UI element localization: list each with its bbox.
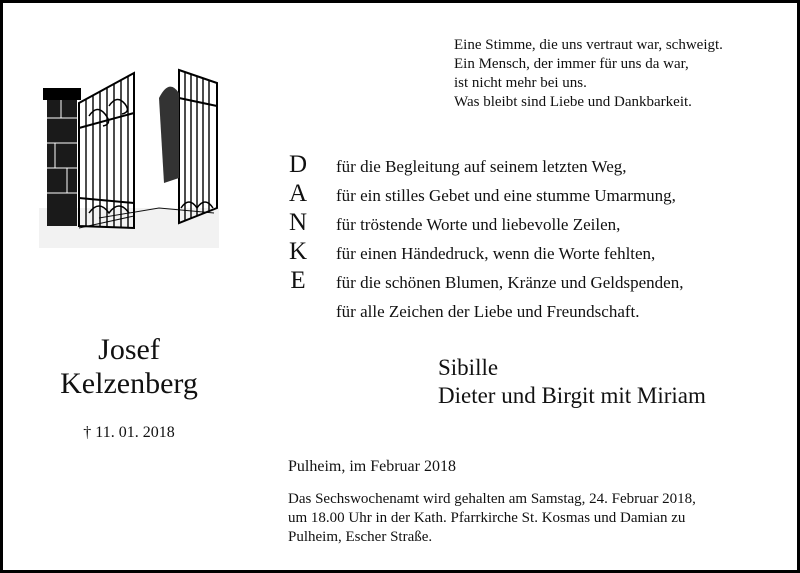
thanks-list [336, 155, 683, 329]
thanks-line: für die Begleitung auf seinem letzten Weg, [336, 157, 627, 176]
thanks-line: für ein stilles Gebet und eine stumme Umarmung, [336, 186, 676, 205]
notice-line: Das Sechswochenamt wird gehalten am Samstag, 24. Februar 2018, [288, 491, 696, 507]
family-signature [438, 354, 706, 410]
poem-line: ist nicht mehr bei uns. [454, 75, 587, 91]
danke-letter: D [288, 151, 308, 178]
mass-notice [288, 490, 773, 547]
thanks-line: für die schönen Blumen, Kränze und Geldspenden, [336, 273, 684, 292]
poem-line: Ein Mensch, der immer für uns da war, [454, 56, 689, 72]
open-gate-icon [39, 58, 219, 248]
death-date: † 11. 01. 2018 [83, 424, 175, 441]
thanks-line: für einen Händedruck, wenn die Worte fehlten, [336, 244, 656, 263]
place-date: Pulheim, im Februar 2018 [288, 458, 456, 475]
first-name: Josef [98, 333, 160, 366]
poem-line: Was bleibt sind Liebe und Dankbarkeit. [454, 94, 692, 110]
danke-acrostic [285, 150, 311, 295]
notice-line: um 18.00 Uhr in der Kath. Pfarrkirche St. Kosmas und Damian zu [288, 510, 686, 526]
notice-line: Pulheim, Escher Straße. [288, 529, 433, 545]
danke-letter: A [288, 180, 308, 207]
family-line: Dieter und Birgit mit Miriam [438, 383, 706, 408]
danke-letter: N [288, 209, 308, 236]
poem [454, 36, 723, 112]
danke-letter: E [290, 267, 306, 294]
poem-line: Eine Stimme, die uns vertraut war, schweigt. [454, 37, 723, 53]
last-name: Kelzenberg [60, 367, 198, 400]
thanks-line: für tröstende Worte und liebevolle Zeilen, [336, 215, 621, 234]
family-line: Sibille [438, 355, 499, 380]
danke-letter: K [288, 238, 308, 265]
deceased-name [3, 333, 255, 401]
thanks-line: für alle Zeichen der Liebe und Freundschaft. [336, 302, 640, 321]
